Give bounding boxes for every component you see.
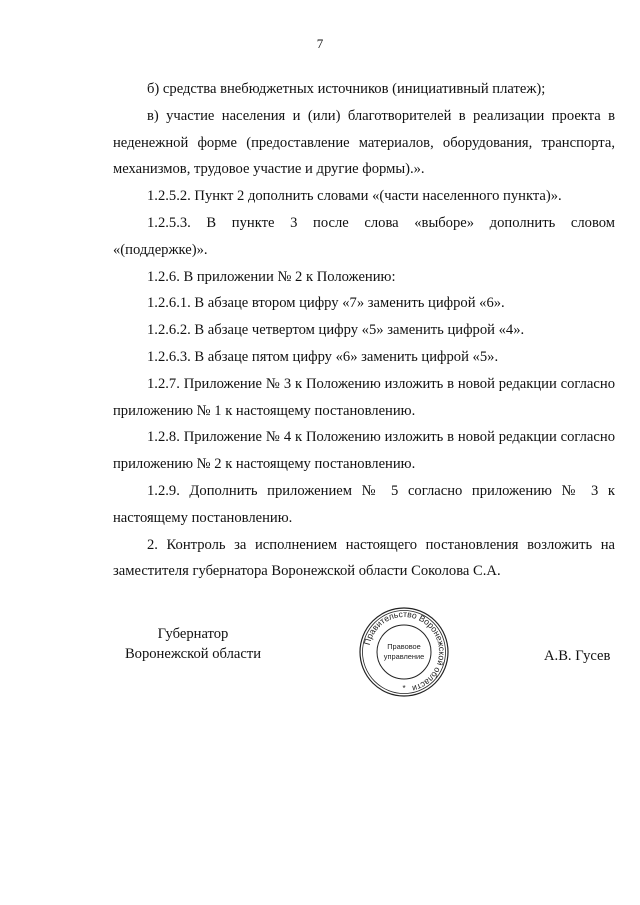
paragraph-1-2-7: 1.2.7. Приложение № 3 к Положению изложить в новой редакции согласно приложению № 1 к настоящему постановлению. — [113, 375, 615, 419]
paragraph-2: 2. Контроль за исполнением настоящего постановления возложить на заместителя губернатора Воронежской области Соколова С.А. — [113, 536, 615, 580]
paragraph-1-2-6-1: 1.2.6.1. В абзаце втором цифру «7» заменить цифрой «6». — [147, 295, 505, 312]
page-number: 7 — [316, 36, 324, 51]
position-region: Воронежской области — [124, 646, 262, 662]
stamp-seal-icon — [358, 606, 450, 698]
paragraph-1-2-5-3: 1.2.5.3. В пункте 3 после слова «выборе» дополнить словом «(поддержке)». — [113, 214, 615, 258]
signatory-position — [113, 624, 273, 664]
paragraph-1-2-6-2: 1.2.6.2. В абзаце четвертом цифру «5» заменить цифрой «4». — [147, 322, 525, 339]
signatory-name: А.В. Гусев — [544, 648, 611, 664]
official-stamp — [358, 606, 450, 698]
paragraph-v: в) участие населения и (или) благотворителей в реализации проекта в неденежной форме (предоставление материалов, оборудования, транспорта, механизмов, трудовое участие и другие формы).». — [113, 107, 615, 178]
paragraph-1-2-5-2: 1.2.5.2. Пункт 2 дополнить словами «(части населенного пункта)». — [147, 188, 562, 205]
paragraph-1-2-8: 1.2.8. Приложение № 4 к Положению изложить в новой редакции согласно приложению № 2 к настоящему постановлению. — [113, 429, 615, 473]
stamp-star: * — [402, 684, 406, 693]
stamp-center-line1: Правовое — [387, 642, 421, 651]
paragraph-1-2-6: 1.2.6. В приложении № 2 к Положению: — [147, 268, 396, 285]
paragraph-1-2-6-3: 1.2.6.3. В абзаце пятом цифру «6» заменить цифрой «5». — [147, 348, 499, 365]
document-body — [113, 76, 615, 585]
stamp-center-line2: управление — [383, 652, 425, 661]
position-title: Губернатор — [157, 626, 229, 642]
paragraph-1-2-9: 1.2.9. Дополнить приложением № 5 согласно приложению № 3 к настоящему постановлению. — [113, 482, 615, 526]
paragraph-b: б) средства внебюджетных источников (инициативный платеж); — [147, 81, 546, 97]
stamp-ring-text: Правительство Воронежской области — [361, 608, 448, 694]
